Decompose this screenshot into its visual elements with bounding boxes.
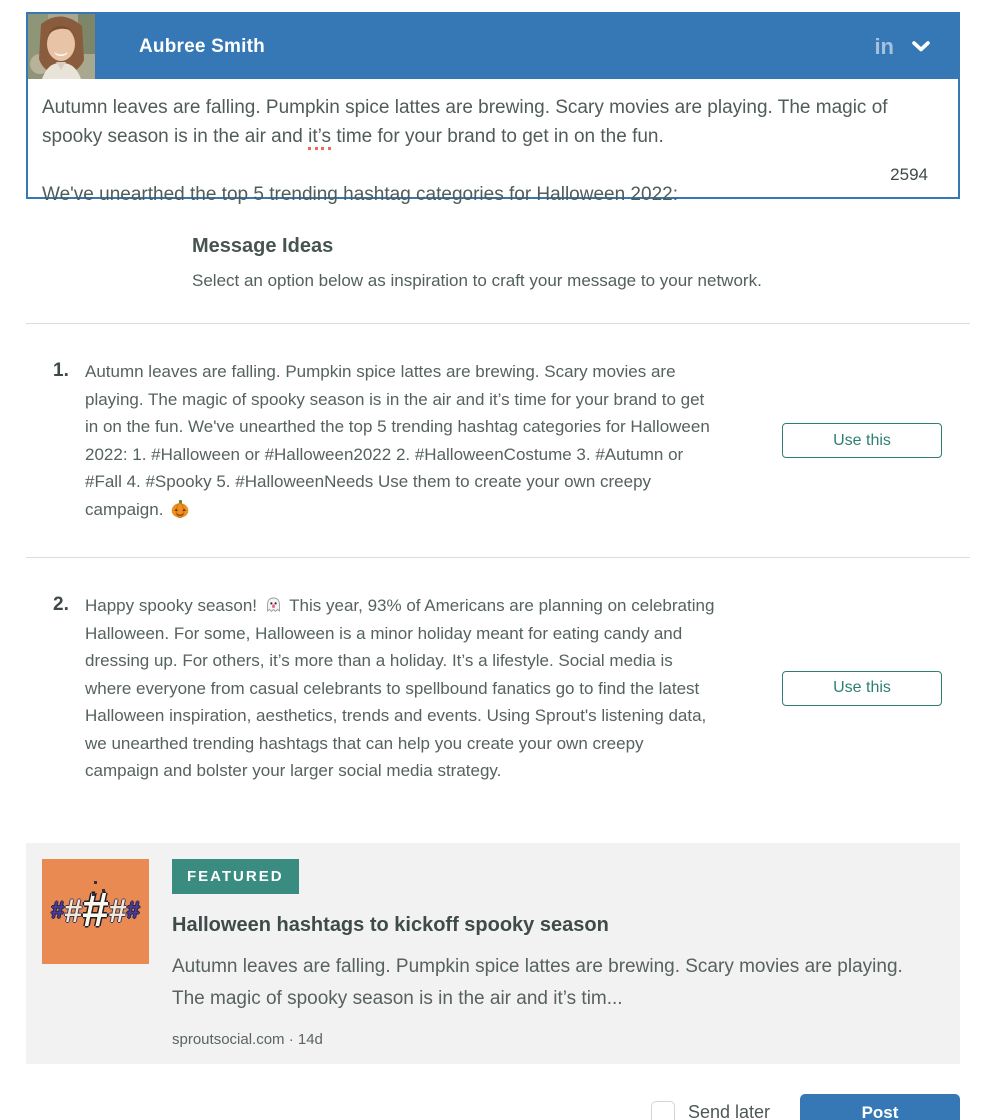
featured-source: sproutsocial.com · 14d [172,1030,323,1048]
idea-number: 1. [53,360,69,381]
profile-name: Aubree Smith [139,35,265,57]
linkedin-icon: in [874,33,894,59]
pumpkin-emoji-icon [171,500,189,518]
message-paragraph-1: Autumn leaves are falling. Pumpkin spice lattes are brewing. Scary movies are playing. The magic of spooky season is in the air and it’s time for your brand to get in on the fun. [42,93,942,151]
composer-footer [26,1094,960,1120]
hash-glyph: # [82,884,109,937]
hash-glyph: # [126,897,140,924]
post-button[interactable]: Post [800,1094,960,1120]
message-ideas-subtitle: Select an option below as inspiration to craft your message to your network. [192,271,762,290]
message-ideas-title: Message Ideas [192,235,334,257]
chevron-down-icon[interactable] [912,41,930,52]
message-paragraph-2: We've unearthed the top 5 trending hashtag categories for Halloween 2022: [42,184,678,205]
hash-glyph: # [50,897,65,924]
hash-glyph: # [108,893,127,929]
thumbnail-specks [94,881,97,884]
use-this-button[interactable]: Use this [782,671,942,706]
featured-badge: FEATURED [172,859,299,894]
hash-glyph: # [64,893,83,929]
featured-title: Halloween hashtags to kickoff spooky season [172,913,609,936]
message-input[interactable] [28,79,958,205]
message-ideas-header [192,235,996,291]
ghost-emoji-icon [265,596,282,614]
message-idea-item-1 [26,324,970,557]
misspelled-word[interactable]: it’s [308,126,331,150]
message-idea-item-2 [26,558,970,819]
featured-thumbnail [42,859,149,964]
featured-description: Autumn leaves are falling. Pumpkin spice lattes are brewing. Scary movies are playing. The magic of spooky season is in the air and it’s tim... [172,955,903,1009]
composer-header [28,14,958,79]
post-composer [26,12,960,205]
send-later-label: Send later [687,1102,770,1120]
avatar [28,14,95,79]
idea-text: Autumn leaves are falling. Pumpkin spice lattes are brewing. Scary movies are playing. The magic of spooky season is in the air and it’s time for your brand to get in on the fun. We've unearthed the top 5 trending hashtag categories for Halloween 2022: 1. #Halloween or #Halloween2022 2. #HalloweenCostume 3. #Autumn or #Fall 4. #Spooky 5. #HalloweenNeeds Use them to create your own creepy campaign. [85,362,710,519]
idea-number: 2. [53,594,69,615]
featured-link-card[interactable] [26,843,960,1064]
character-count: 2594 [890,165,928,184]
idea-text: Happy spooky season! This year, 93% of Americans are planning on celebrating Halloween. For some, Halloween is a minor holiday meant for eating candy and dressing up. For others, it’s more than a holiday. It’s a lifestyle. Social media is where everyone from casual celebrants to spellbound fanatics go to find the latest Halloween inspiration, aesthetics, trends and events. Using Sprout's listening data, we unearthed trending hashtags that can help you create your own creepy campaign and bolster your larger social media strategy. [85,596,715,780]
use-this-button[interactable]: Use this [782,423,942,458]
send-later-checkbox[interactable] [651,1101,675,1120]
